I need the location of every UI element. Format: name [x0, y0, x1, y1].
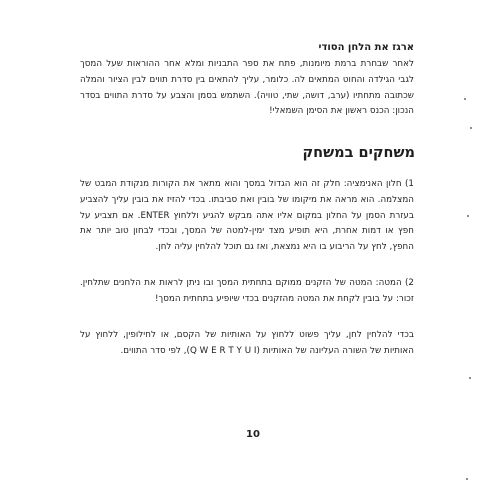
intro-paragraph: לאחר שבחרת ברמת מיומנות, פתח את ספר התבניות ומלא אחר ההוראות שעל המסך לגבי הגילדה והחוט המתאים לה. כלומר, עליך להתאים בין סדרת תווים לבין הציור והמלה שכתובה מתחתיו (ערב, דושה, שתי, טוויה). השתמש בסמן והצבע על סדרת התווים בסדר הנכון: הכנס ראשון את הסימן השמאלי!: [80, 59, 414, 117]
section-heading: משחקים במשחק: [302, 145, 415, 161]
scan-speck: [466, 478, 468, 480]
scan-speck: [469, 377, 471, 379]
paragraph-staff: 2) המטה: המטה של הזקנים ממוקם בתחתית המסך ובו ניתן לראות את הלחנים שתלחין. זכור: על בובין לקחת את המטה מהזקנים בכדי שיופיע בתחתית המסך!: [80, 278, 414, 304]
paragraph-compose-melody: בכדי להלחין לחן, עליך פשוט ללחוץ על האותיות של הקסם, או לחילופין, ללחוץ על האותיות של השורה העליונה של האותיות (Q W E R T Y U I), לפי סדר התווים.: [80, 330, 414, 356]
paragraph-animation-window: 1) חלון האנימציה: חלק זה הוא הגדול במסך והוא מתאר את הקורות מנקודת המבט של המצלמה. הוא מראה את מיקומו של בובין ואת סביבתו. בכדי להזיז את בובין עליך להצביע בעזרת הסמן על החלון במקום אליו אתה מבקש להגיע וללחוץ ENTER. אם תצביע על חפץ או דמות אחרת, היא תופיע מצד ימין-למטה של המסך, ובכדי לבחון טוב יותר את החפץ, לחץ על הריבוע בו היא נמצאת, ואז גם תוכל להלחין עליה לחן.: [80, 179, 414, 253]
scan-speck: [470, 127, 472, 129]
page-number: 10: [246, 429, 260, 440]
scan-speck: [464, 98, 466, 100]
section-title: ארגז את הלחן הסודי: [318, 42, 414, 53]
scan-speck: [467, 215, 469, 217]
